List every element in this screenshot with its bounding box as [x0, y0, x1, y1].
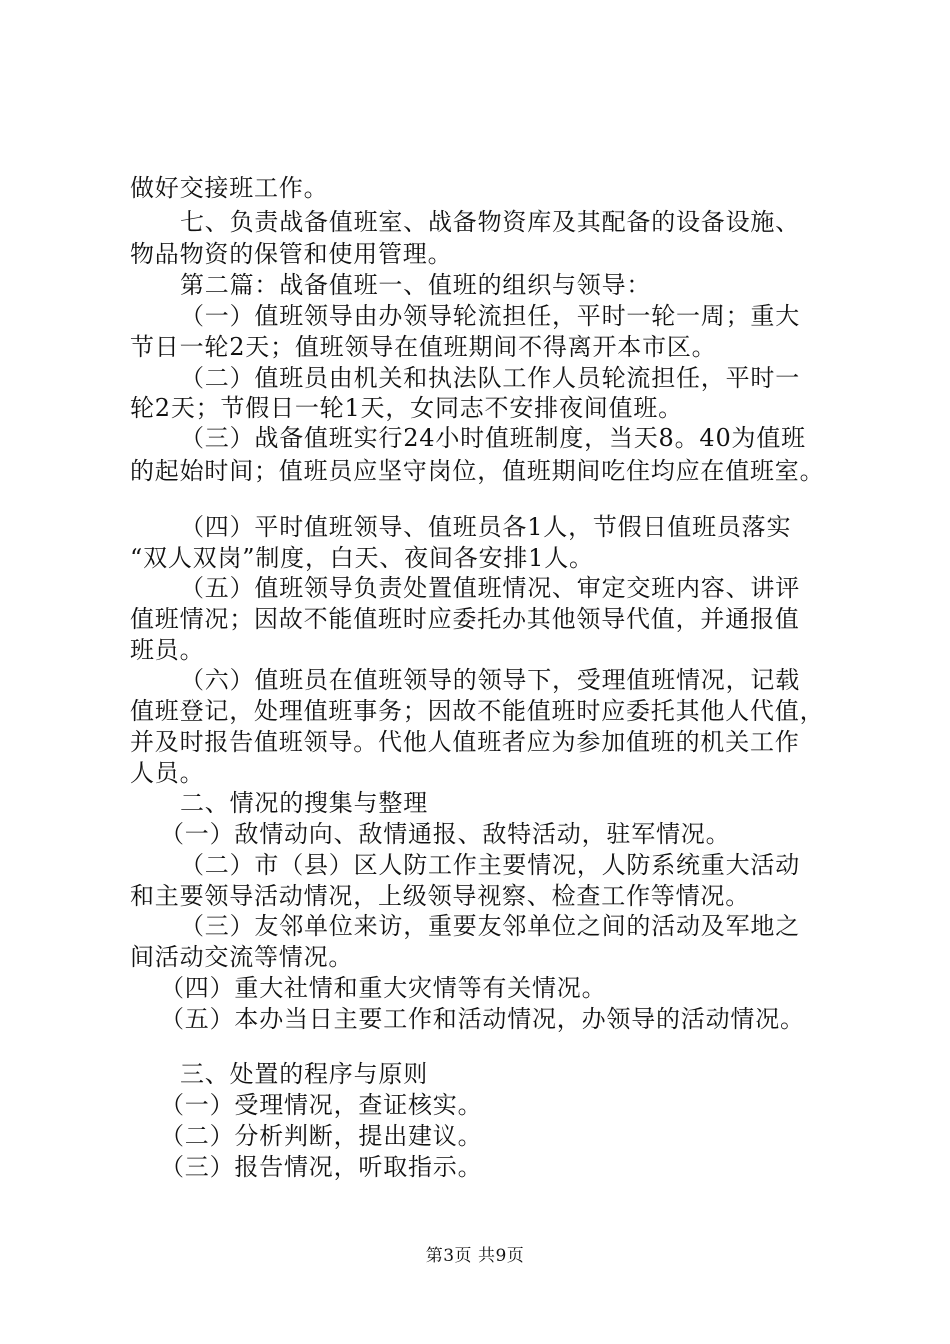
- text-line: 物品物资的保管和使用管理。: [130, 240, 453, 268]
- text-line: 值班登记，处理值班事务；因故不能值班时应委托其他人代值，: [130, 697, 825, 725]
- section-heading: 三、处置的程序与原则: [180, 1060, 428, 1088]
- text-line: （三）报告情况，听取指示。: [160, 1153, 483, 1181]
- text-line: 第二篇：战备值班一、值班的组织与领导：: [180, 271, 652, 299]
- text-line: （一）值班领导由办领导轮流担任，平时一轮一周；重大: [180, 302, 800, 330]
- text-line: （四）平时值班领导、值班员各1人，节假日值班员落实: [180, 513, 792, 541]
- text-line: “双人双岗”制度，白天、夜间各安排1人。: [130, 544, 594, 572]
- text-line: 并及时报告值班领导。代他人值班者应为参加值班的机关工作: [130, 728, 800, 756]
- text-line: （三）友邻单位来访，重要友邻单位之间的活动及军地之: [180, 912, 800, 940]
- text-line: 做好交接班工作。: [130, 174, 329, 202]
- text-line: （五）本办当日主要工作和活动情况，办领导的活动情况。: [160, 1005, 805, 1033]
- text-line: （六）值班员在值班领导的领导下，受理值班情况，记载: [180, 666, 800, 694]
- text-line: （二）市（县）区人防工作主要情况，人防系统重大活动: [180, 851, 800, 879]
- text-line: （二）值班员由机关和执法队工作人员轮流担任，平时一: [180, 364, 800, 392]
- text-line: 间活动交流等情况。: [130, 943, 354, 971]
- page-number-footer: 第3页 共9页: [425, 1246, 525, 1266]
- text-line: （四）重大社情和重大灾情等有关情况。: [160, 974, 607, 1002]
- section-heading: 二、情况的搜集与整理: [180, 789, 428, 817]
- text-line: 人员。: [130, 759, 205, 787]
- text-line: （一）受理情况，查证核实。: [160, 1091, 483, 1119]
- text-line: 轮2天；节假日一轮1天，女同志不安排夜间值班。: [130, 394, 683, 422]
- text-line: 和主要领导活动情况，上级领导视察、检查工作等情况。: [130, 882, 750, 910]
- text-line: 节日一轮2天；值班领导在值班期间不得离开本市区。: [130, 333, 717, 361]
- text-line: 班员。: [130, 636, 205, 664]
- text-line: （二）分析判断，提出建议。: [160, 1122, 483, 1150]
- text-line: 值班情况；因故不能值班时应委托办其他领导代值，并通报值: [130, 605, 800, 633]
- text-line: （三）战备值班实行24小时值班制度，当天8。40为值班: [180, 424, 806, 452]
- text-line: 七、负责战备值班室、战备物资库及其配备的设备设施、: [180, 208, 800, 236]
- text-line: （五）值班领导负责处置值班情况、审定交班内容、讲评: [180, 574, 800, 602]
- text-line: 的起始时间；值班员应坚守岗位，值班期间吃住均应在值班室。: [130, 457, 825, 485]
- text-line: （一）敌情动向、敌情通报、敌特活动，驻军情况。: [160, 820, 731, 848]
